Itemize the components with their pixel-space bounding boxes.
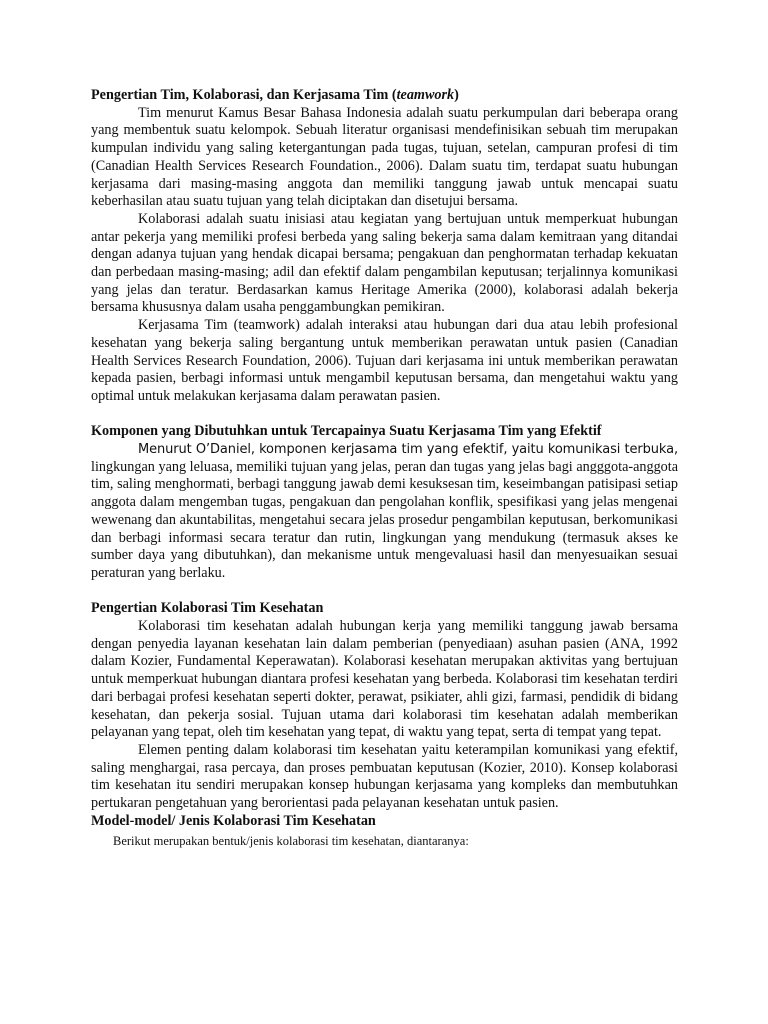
- heading-model-kolaborasi: Model-model/ Jenis Kolaborasi Tim Kesehatan: [91, 812, 376, 829]
- paragraph-kerjasama-tim: Kerjasama Tim (teamwork) adalah interaksi atau hubungan dari dua atau lebih profesional kesehatan yang bekerja saling bergantung untuk memberikan perawatan untuk pasien (Canadian Health Services Research Foundation, 2006). Tujuan dari kerjasama ini untuk memberikan perawatan kepada pasien, berbagi informasi untuk mengambil keputusan bersama, dan mengetahui waktu yang optimal untuk melakukan kerjasama dalam perawatan pasien.: [91, 317, 678, 404]
- paragraph-komponen: [91, 441, 678, 583]
- paragraph-kolaborasi-kesehatan: Kolaborasi tim kesehatan adalah hubungan kerja yang memiliki tanggung jawab bersama dengan penyedia layanan kesehatan lain dalam pemberian (penyediaan) asuhan pasien (ANA, 1992 dalam Kozier, Fundamental Keperawatan). Kolaborasi kesehatan merupakan aktivitas yang bertujuan untuk memperkuat hubungan diantara profesi kesehatan yang berbeda. Kolaborasi tim kesehatan terdiri dari berbagai profesi kesehatan seperti dokter, perawat, psikiater, ahli gizi, farmasi, pendidik di bidang kesehatan, dan pekerja sosial. Tujuan utama dari kolaborasi tim kesehatan adalah memberikan pelayanan yang tepat, oleh tim kesehatan yang tepat, di waktu yang tepat, serta di tempat yang tepat.: [91, 618, 679, 741]
- paragraph-bentuk-kolaborasi: Berikut merupakan bentuk/jenis kolaborasi tim kesehatan, diantaranya:: [113, 833, 469, 848]
- heading-pengertian-tim: [91, 87, 678, 105]
- heading-italic-term: teamwork: [396, 87, 455, 103]
- paragraph-tim: Tim menurut Kamus Besar Bahasa Indonesia adalah suatu perkumpulan dari beberapa orang yang membentuk suatu kelompok. Sebuah literatur organisasi mendefinisikan sebuah tim merupakan kumpulan individu yang saling ketergantungan pada tugas, tujuan, setelan, campuran profesi di tim (Canadian Health Services Research Foundation., 2006). Dalam suatu tim, terdapat suatu hubungan kerjasama dari masing-masing anggota dan memiliki tanggung jawab untuk mencapai suatu keberhasilan atau suatu tujuan yang telah diciptakan dan disetujui bersama.: [91, 104, 678, 210]
- heading-close-paren: ): [454, 87, 459, 103]
- heading-kolaborasi-tim-kesehatan: Pengertian Kolaborasi Tim Kesehatan: [91, 600, 324, 617]
- section-gap: [91, 583, 678, 601]
- heading-text: Pengertian Tim, Kolaborasi, dan Kerjasama Tim (: [91, 87, 397, 103]
- paragraph-lead-text: Menurut O’Daniel, komponen kerjasama tim yang efektif, yaitu komunikasi terbuka,: [138, 442, 678, 458]
- document-body: [91, 87, 678, 850]
- section-gap: [91, 406, 678, 424]
- paragraph-elemen-penting: Elemen penting dalam kolaborasi tim kesehatan yaitu keterampilan komunikasi yang efektif, saling menghargai, rasa percaya, dan proses pembuatan keputusan (Kozier, 2010). Konsep kolaborasi tim kesehatan itu sendiri merupakan konsep hubungan kerjasama yang kompleks dan membutuhkan pertukaran pengetahuan yang berorientasi pada pelayanan kesehatan untuk pasien.: [91, 741, 678, 812]
- paragraph-rest-text: lingkungan yang leluasa, memiliki tujuan yang jelas, peran dan tugas yang jelas bagi angggota-anggota tim, saling menghormati, berbagi tanggung jawab demi kesuksesan tim, keseimbangan patisipasi setiap anggota dalam mengemban tugas, pengakuan dan pengolahan konflik, spesifikasi yang jelas mengenai wewenang dan akuntabilitas, mengetahui secara jelas prosedur pengambilan keputusan, berkomunikasi dan berbagi informasi secara teratur dan rutin, lingkungan yang mendukung (termasuk akses ke sumber daya yang dibutuhkan), dan mekanisme untuk mengevaluasi hasil dan menyesuaikan sesuai peraturan yang berlaku.: [91, 458, 678, 581]
- heading-komponen: Komponen yang Dibutuhkan untuk Tercapainya Suatu Kerjasama Tim yang Efektif: [91, 423, 602, 440]
- paragraph-kolaborasi: Kolaborasi adalah suatu inisiasi atau kegiatan yang bertujuan untuk memperkuat hubungan antar pekerja yang memiliki profesi berbeda yang saling bekerja sama dalam kemitraan yang ditandai dengan adanya tujuan yang hendak dicapai bersama; pengakuan dan penghormatan terhadap kekuatan dan perbedaan masing-masing; adil dan efektif dalam pengambilan keputusan; terjalinnya komunikasi yang jelas dan teratur. Berdasarkan kamus Heritage Amerika (2000), kolaborasi adalah bekerja bersama khususnya dalam usaha penggambungkan pemikiran.: [91, 210, 678, 316]
